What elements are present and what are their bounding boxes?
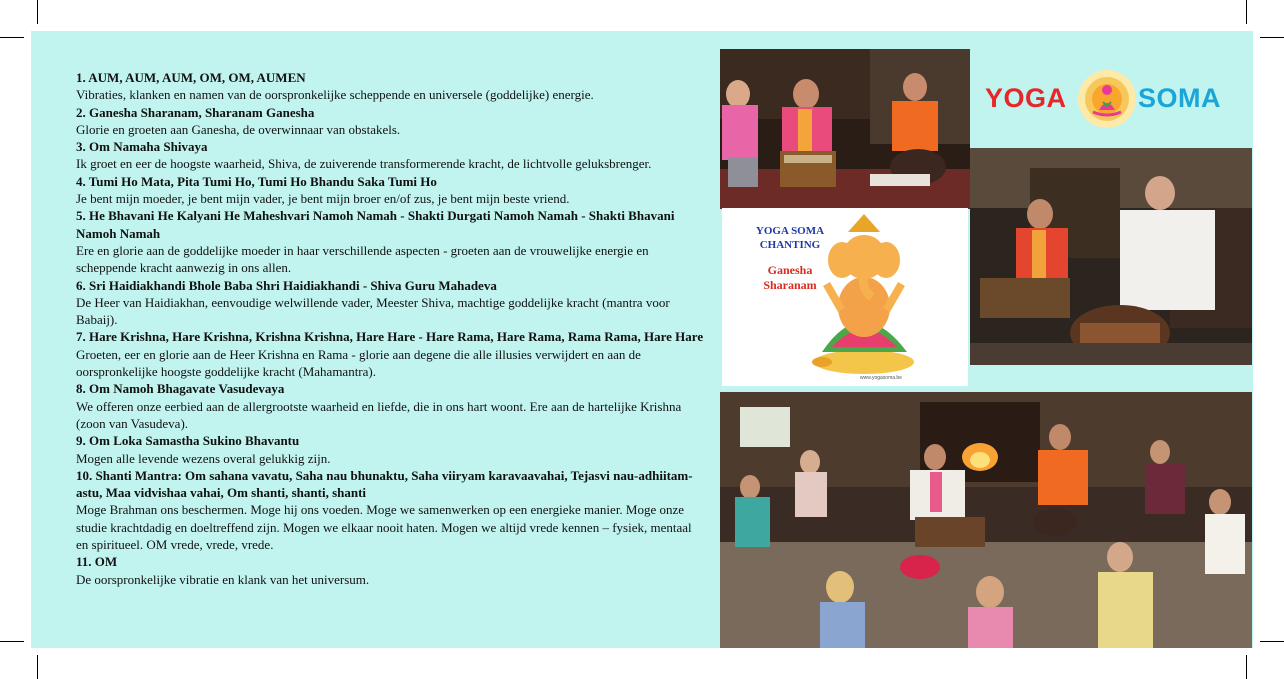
mantra-desc: Glorie en groeten aan Ganesha, de overwinnaar van obstakels.: [76, 121, 401, 137]
photo-musicians-trio: [720, 49, 970, 209]
mantra-desc: Groeten, eer en glorie aan de Heer Krishna en Rama - glorie aan degene die alle illusies verwijdert en aan de oorspronkelijke hoogste goddelijke kracht (Mahamantra).: [76, 346, 641, 380]
card-subtitle-line: Sharanam: [763, 278, 817, 292]
logo-word-soma: SOMA: [1138, 83, 1221, 113]
ganesha-chanting-card: [722, 208, 968, 386]
mantra-list: [76, 69, 706, 588]
mantra-title: 6. Sri Haidiakhandi Bhole Baba Shri Haidiakhandi - Shiva Guru Mahadeva: [76, 277, 497, 293]
mantra-desc: We offeren onze eerbied aan de allergrootste waarheid en liefde, die in ons hart woont. Ere aan de hartelijke Krishna (zoon van Vasudeva).: [76, 398, 682, 431]
mantra-desc: Vibraties, klanken en namen van de oorspronkelijke scheppende en universele (goddelijke) energie.: [76, 87, 594, 103]
crop-mark: [37, 0, 38, 24]
card-subtitle-line: Ganesha: [767, 263, 813, 277]
ganesha-illustration: [802, 212, 922, 378]
yoga-soma-logo: [985, 68, 1230, 130]
mantra-title: 1. AUM, AUM, AUM, OM, OM, AUMEN: [76, 70, 306, 85]
crop-mark: [0, 37, 24, 38]
crop-mark: [1260, 37, 1284, 38]
mantra-desc: Ik groet en eer de hoogste waarheid, Shiva, de zuiverende transformerende kracht, de lichtvolle geluksbrenger.: [76, 156, 652, 172]
card-title-line: CHANTING: [759, 239, 821, 251]
crop-mark: [0, 641, 24, 642]
lotus-meditator-icon: [1077, 68, 1137, 130]
crop-mark: [1246, 0, 1247, 24]
mantra-title: 7. Hare Krishna, Hare Krishna, Krishna Krishna, Hare Hare - Hare Rama, Hare Rama, Rama Rama, Hare Hare: [76, 329, 704, 345]
mantra-title: 8. Om Namoh Bhagavate Vasudevaya: [76, 381, 285, 397]
mantra-title: 9. Om Loka Samastha Sukino Bhavantu: [76, 433, 300, 449]
photo-musicians-duo: [970, 148, 1252, 365]
crop-mark: [37, 655, 38, 679]
crop-mark: [1246, 655, 1247, 679]
mantra-title: 5. He Bhavani He Kalyani He Maheshvari Namoh Namah - Shakti Durgati Namoh Namah - Shakti Bhavani Namoh Namah: [76, 208, 675, 241]
mantra-desc: Mogen alle levende wezens overal gelukkig zijn.: [76, 450, 331, 466]
mantra-title: 2. Ganesha Sharanam, Sharanam Ganesha: [76, 104, 315, 120]
mantra-desc: Ere en glorie aan de goddelijke moeder in haar verschillende aspecten - groeten aan de vrouwelijke energie en scheppende kracht aanwezig in ons allen.: [76, 242, 649, 276]
mantra-desc: De oorspronkelijke vibratie en klank van het universum.: [76, 571, 370, 587]
mantra-title: 11. OM: [76, 554, 118, 570]
photo-group-chanting: [720, 392, 1252, 648]
logo-word-yoga: YOGA: [985, 83, 1067, 113]
card-url: www.yogasoma.be: [860, 375, 902, 381]
mantra-desc: De Heer van Haidiakhan, eenvoudige welwillende vader, Meester Shiva, machtige goddelijke kracht (mantra voor Babaij).: [76, 294, 670, 328]
mantra-desc: Je bent mijn moeder, je bent mijn vader, je bent mijn broer en/of zus, je bent mijn beste vriend.: [76, 191, 570, 207]
crop-mark: [1260, 641, 1284, 642]
card-title-line: YOGA SOMA: [755, 225, 825, 237]
mantra-desc: Moge Brahman ons beschermen. Moge hij ons voeden. Moge we samenwerken op een energieke manier. Moge onze studie krachtdadig en doeltreffend zijn. Mogen we elkaar nooit haten. Mogen we altijd vrede kennen – fysiek, mentaal en spiritueel. OM vrede, vrede, vrede.: [76, 502, 692, 553]
mantra-title: 10. Shanti Mantra: Om sahana vavatu, Saha nau bhunaktu, Saha viiryam karavaavahai, Tejasvi nau-adhiitam-astu, Maa vidvishaa vahai, Om shanti, shanti, shanti: [76, 467, 693, 501]
mantra-title: 4. Tumi Ho Mata, Pita Tumi Ho, Tumi Ho Bhandu Saka Tumi Ho: [76, 173, 437, 189]
mantra-title: 3. Om Namaha Shivaya: [76, 139, 208, 155]
